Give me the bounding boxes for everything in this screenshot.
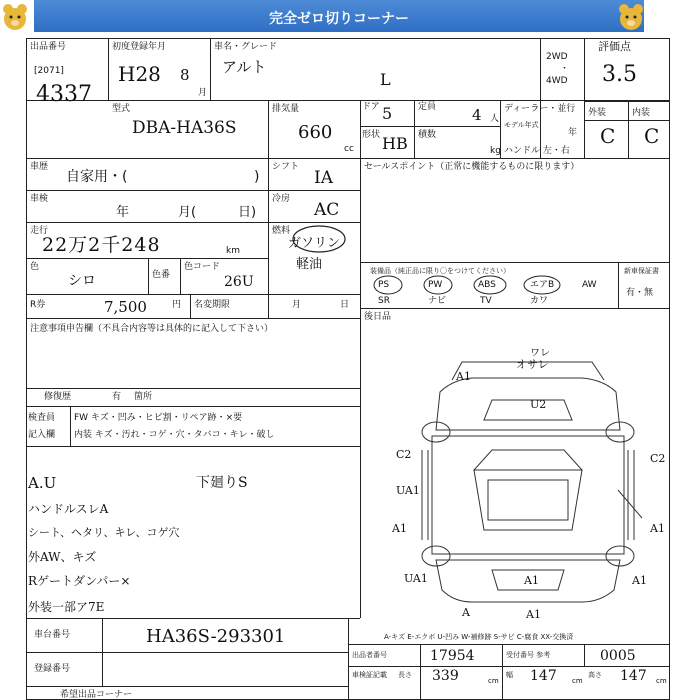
- mileage-value: 22万2千248: [42, 234, 161, 256]
- equip-pw: PW: [428, 280, 443, 290]
- equip-ps: PS: [378, 280, 390, 290]
- new-warranty-value: 有・無: [626, 288, 654, 298]
- eval-score: 3.5: [602, 62, 637, 87]
- name-expire-month: 月: [292, 300, 302, 310]
- dmg-a1-top: A1: [456, 370, 471, 383]
- int-label: 内装: [632, 108, 651, 118]
- ac-value: AC: [314, 200, 340, 220]
- remark-2: ハンドルスレA: [28, 502, 109, 516]
- disp-value: 660: [298, 122, 333, 143]
- dmg-a1-right: A1: [650, 522, 665, 535]
- equip-leather: カワ: [530, 296, 549, 306]
- equip-abs: ABS: [478, 280, 496, 290]
- height-unit: cm: [656, 677, 667, 685]
- sales-label: セールスポイント（正常に機能するものに限ります）: [364, 162, 580, 172]
- code-value: 0005: [600, 648, 636, 664]
- header-bar: [34, 0, 644, 32]
- new-warranty-label: 新車保証書: [624, 267, 659, 275]
- dmg-ua1: UA1: [396, 484, 420, 497]
- colorno-label: 色番: [152, 270, 171, 280]
- car-grade: L: [380, 70, 391, 89]
- interior-row: 内装 キズ・汚れ・コゲ・穴・タバコ・キレ・破し: [74, 430, 275, 440]
- shift-label: シフト: [272, 162, 300, 172]
- color-value: シロ: [68, 273, 96, 289]
- disp-label: 排気量: [272, 104, 300, 114]
- colorcode-value: 26U: [224, 274, 254, 290]
- recycle-unit: 円: [172, 300, 182, 310]
- equip-circle-marks: [370, 274, 570, 296]
- cap-value: 4: [472, 106, 482, 124]
- width-value: 147: [530, 668, 557, 684]
- name-expire-label: 名変期限: [194, 300, 231, 310]
- repair-value: 有: [112, 392, 122, 402]
- recycle-value: 7,500: [104, 298, 147, 316]
- width-unit: cm: [572, 677, 583, 685]
- fuel-circle-mark: [290, 224, 348, 254]
- history-value: 自家用・(: [66, 169, 128, 185]
- dmg-a1-rear: A1: [524, 574, 539, 587]
- height-value: 147: [620, 668, 647, 684]
- reg-month: 8: [180, 66, 190, 84]
- remark-3: シート、ヘタリ、キレ、コゲ穴: [28, 526, 180, 539]
- repair-part: 箇所: [134, 392, 153, 402]
- header-title: 完全ゼロ切りコーナー: [269, 11, 409, 27]
- width-label: 幅: [506, 671, 513, 679]
- length-value: 339: [432, 668, 459, 684]
- equip-tv: TV: [480, 296, 492, 306]
- shape-value: HB: [382, 134, 408, 153]
- load-label: 積数: [418, 130, 437, 140]
- fuel-diesel: 軽油: [296, 257, 323, 272]
- height-label: 高さ: [588, 671, 602, 679]
- regno-label: 登録番号: [34, 664, 71, 674]
- auction-label: 出品者番号: [352, 651, 387, 659]
- length-label: 長さ: [398, 671, 412, 679]
- int-grade: C: [644, 124, 660, 148]
- model-value: DBA-HA36S: [132, 118, 237, 138]
- equip-navi: ナビ: [428, 296, 447, 306]
- car-name: アルト: [222, 58, 267, 76]
- length-unit: cm: [488, 677, 499, 685]
- inspect-label: 車検: [30, 194, 49, 204]
- damage-legend: A-キズ E-エクボ U-凹み W-補修跡 S-サビ C-腐食 XX-交換済: [384, 633, 574, 641]
- bear-mascot-icon: [0, 2, 30, 32]
- lot-label: 出品番号: [30, 42, 67, 52]
- notice-label: 注意事項申告欄（不具合内容等は具体的に記入して下さい）: [30, 324, 274, 334]
- chassis-value: HA36S-293301: [146, 626, 286, 647]
- model-label: 型式: [112, 104, 131, 114]
- name-label: 車名・グレード: [214, 42, 278, 52]
- dmg-a1-left: A1: [392, 522, 407, 535]
- reg-label: 初度登録年月: [112, 42, 167, 52]
- disp-unit: cc: [344, 144, 354, 154]
- wd-label: 車検証記載: [352, 671, 387, 679]
- dmg-c2-right: C2: [650, 452, 666, 465]
- cap-unit: 人: [490, 114, 500, 124]
- reg-year: H28: [118, 62, 161, 86]
- color-label: 色: [30, 262, 40, 272]
- fuel-gasoline: ガソリン: [288, 236, 341, 251]
- ext-grade: C: [600, 124, 616, 148]
- dealer-label: ディーラー・並行: [504, 104, 576, 114]
- mileage-label: 走行: [30, 226, 49, 236]
- name-expire-day: 日: [340, 300, 350, 310]
- dmg-c2-left: C2: [396, 448, 412, 461]
- year-unit: 年: [568, 128, 578, 138]
- bear-mascot-icon: [616, 2, 646, 32]
- history-close: ): [254, 169, 260, 185]
- door-value: 5: [382, 104, 393, 123]
- dmg-a1-side: A1: [632, 574, 647, 587]
- inspect-year: 年: [116, 205, 130, 220]
- handle-label: ハンドル 左・右: [504, 146, 570, 156]
- drive-dot: ・: [560, 64, 570, 74]
- fuel-label: 燃料: [272, 226, 291, 236]
- month-unit: 月: [198, 88, 208, 98]
- remark-5: Rゲートダンパー×: [28, 574, 131, 588]
- dmg-ua1-rear: UA1: [404, 572, 428, 585]
- ac-label: 冷房: [272, 194, 291, 204]
- code-label: 受付番号 参考: [506, 651, 551, 659]
- history-label: 車歴: [30, 162, 49, 172]
- load-unit: kg: [490, 146, 501, 156]
- dmg-top: ワレ: [530, 348, 550, 359]
- eval-label: 評価点: [598, 40, 631, 53]
- door-label: ドア: [362, 102, 380, 112]
- shape-label: 形状: [362, 130, 381, 140]
- remark-6: 外装一部ア7E: [28, 600, 105, 614]
- inspector-label: 検査員: [28, 413, 56, 423]
- dmg-a1-bottom: A1: [526, 608, 541, 621]
- mileage-unit: km: [226, 246, 240, 256]
- remark-1: A.U: [28, 474, 57, 492]
- modelyear-label: モデル年式: [504, 121, 539, 129]
- ext-label: 外装: [588, 108, 607, 118]
- colorcode-label: 色コード: [184, 262, 221, 272]
- chassis-label: 車台番号: [34, 630, 71, 640]
- remark-4: 外AW、キズ: [28, 550, 97, 564]
- inspect-day: 日): [238, 205, 257, 220]
- equip-label: 装備品（純正品に限り〇をつけてください）: [370, 267, 510, 275]
- repair-label: 修復歴: [44, 392, 72, 402]
- fw-row: FW キズ・凹み・ヒビ割・リペア跡・×要: [74, 413, 243, 423]
- equip-aw: AW: [582, 280, 597, 290]
- drive-2wd: 2WD: [546, 52, 568, 62]
- cap-label: 定員: [418, 102, 437, 112]
- auction-number: 17954: [430, 648, 475, 664]
- shift-value: IA: [314, 168, 333, 188]
- lot-sub: [2071]: [34, 66, 64, 76]
- footer-label: 希望出品コーナー: [60, 690, 133, 700]
- entry-label: 記入欄: [28, 430, 56, 440]
- drive-4wd: 4WD: [546, 76, 568, 86]
- later-items-label: 後日品: [364, 312, 392, 322]
- remark-side: 下廻りS: [196, 475, 248, 491]
- recycle-label: R券: [30, 300, 46, 310]
- lot-number: 4337: [36, 82, 92, 107]
- inspect-month: 月(: [178, 205, 197, 220]
- equip-sr: SR: [378, 296, 390, 306]
- dmg-u2: U2: [530, 398, 547, 411]
- equip-airbag: エアB: [530, 280, 555, 290]
- dmg-top2: オサレ: [516, 358, 549, 371]
- dmg-a: A: [462, 606, 470, 619]
